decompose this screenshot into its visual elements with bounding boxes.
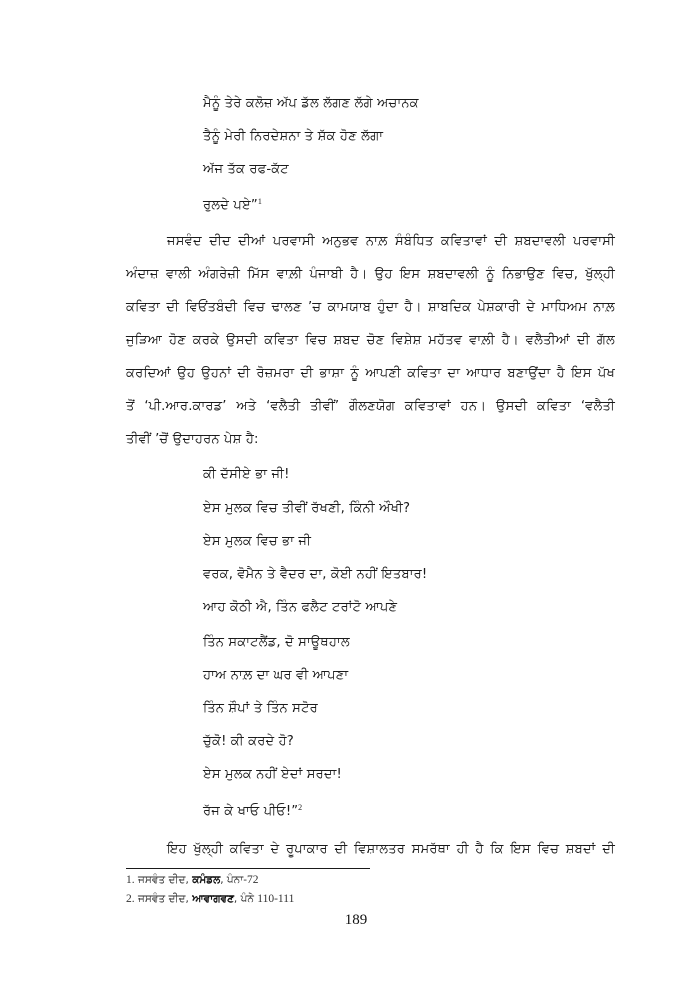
verse-2-line-11-text: ਰੱਜ ਕੇ ਖਾਓ ਪੀਓ!” (203, 804, 299, 819)
footnote-marker-1: 1 (257, 197, 262, 206)
footnote-1-author: ਜਸਵੰਤ ਦੀਦ, (137, 874, 189, 886)
verse-1-line-4 (203, 193, 262, 215)
paragraph-2-line-1: ਇਹ ਖੁੱਲ੍ਹੀ ਕਵਿਤਾ ਦੇ ਰੂਪਾਕਾਰ ਦੀ ਵਿਸ਼ਾਲਤਰ ਸਮਰੱਥਾ ਹੀ ਹੈ ਕਿ ਇਸ ਵਿਚ ਸ਼ਬਦਾਂ ਦੀ (167, 842, 615, 857)
footnote-2-title: ਆਵਾਗਵਣ (192, 893, 234, 905)
verse-2-line-6: ਤਿੰਨ ਸਕਾਟਲੈਂਡ, ਦੋ ਸਾਊਥਹਾਲ (203, 635, 350, 650)
footnote-1-pages: 72 (247, 874, 259, 886)
page-number: 189 (344, 912, 368, 928)
paragraph-1-line-7: ਤੀਵੀਂ ’ਚੋਂ ਉਦਾਹਰਨ ਪੇਸ਼ ਹੈ: (126, 432, 259, 447)
paragraph-1-line-2: ਅੰਦਾਜ਼ ਵਾਲੀ ਅੰਗਰੇਜ਼ੀ ਮਿੱਸ ਵਾਲ਼ੀ ਪੰਜਾਬੀ ਹੈ। ਉਹ ਇਸ ਸ਼ਬਦਾਵਲੀ ਨੂੰ ਨਿਭਾਉਣ ਵਿਚ, ਖੁੱਲ੍ਹੀ (126, 267, 615, 282)
footnote-1-title: ਕਮੰਡਲ (192, 874, 221, 886)
verse-1-line-4-text: ਰੁਲਦੇ ਪਏ” (203, 198, 258, 213)
verse-1-line-3: ਅੱਜ ਤੱਕ ਰਫ-ਕੱਟ (203, 162, 289, 177)
verse-2-line-3: ਏਸ ਮੁਲਕ ਵਿਚ ਭਾ ਜੀ (203, 534, 312, 549)
verse-2-line-7: ਹਾਅ ਨਾਲ਼ ਦਾ ਘਰ ਵੀ ਆਪਣਾ (203, 668, 349, 683)
verse-1-line-2: ਤੈਨੂੰ ਮੇਰੀ ਨਿਰਦੇਸ਼ਨਾ ਤੇ ਸ਼ੱਕ ਹੋਣ ਲੱਗਾ (203, 129, 384, 144)
footnote-1-page-label: , ਪੰਨਾ- (220, 874, 248, 886)
paragraph-1-line-1: ਜਸਵੰਦ ਦੀਦ ਦੀਆਂ ਪਰਵਾਸੀ ਅਨੁਭਵ ਨਾਲ਼ ਸੰਬੰਧਿਤ ਕਵਿਤਾਵਾਂ ਦੀ ਸ਼ਬਦਾਵਲੀ ਪਰਵਾਸੀ (167, 234, 615, 249)
paragraph-1-line-5: ਕਰਦਿਆਂ ਉਹ ਉਹਨਾਂ ਦੀ ਰੋਜ਼ਮਰਾ ਦੀ ਭਾਸ਼ਾ ਨੂੰ ਆਪਣੀ ਕਵਿਤਾ ਦਾ ਆਧਾਰ ਬਣਾਉਂਦਾ ਹੈ ਇਸ ਪੱਖ (126, 366, 615, 381)
paragraph-1-line-6: ਤੋਂ ‘ਪੀ.ਆਰ.ਕਾਰਡ’ ਅਤੇ ‘ਵਲੈਤੀ ਤੀਵੀਂ’ ਗੌਲਣਯੋਗ ਕਵਿਤਾਵਾਂ ਹਨ। ਉਸਦੀ ਕਵਿਤਾ ‘ਵਲੈਤੀ (126, 399, 615, 414)
verse-2-line-11 (203, 799, 302, 821)
verse-2-line-8: ਤਿੰਨ ਸ਼ੌਪਾਂ ਤੇ ਤਿੰਨ ਸਟੋਰ (203, 701, 318, 716)
footnote-separator (126, 868, 370, 869)
verse-2-line-1: ਕੀ ਦੱਸੀਏ ਭਾ ਜੀ! (203, 467, 290, 482)
footnote-2-number: 2. (126, 893, 135, 905)
paragraph-1-line-3: ਕਵਿਤਾ ਦੀ ਵਿਓਂਤਬੰਦੀ ਵਿਚ ਢਾਲਣ ’ਚ ਕਾਮਯਾਬ ਹੁੰਦਾ ਹੈ। ਸ਼ਾਬਦਿਕ ਪੇਸ਼ਕਾਰੀ ਦੇ ਮਾਧਿਅਮ ਨਾਲ਼ (126, 300, 615, 315)
footnote-2-page-label: , ਪੰਨੇ (233, 893, 258, 905)
verse-2-line-5: ਆਹ ਕੋਠੀ ਐ, ਤਿੰਨ ਫਲੈਟ ਟਰਾਂਟੋ ਆਪਣੇ (203, 600, 398, 615)
footnote-2 (126, 892, 294, 906)
paragraph-1-line-4: ਜੁੜਿਆ ਹੋਣ ਕਰਕੇ ਉਸਦੀ ਕਵਿਤਾ ਵਿਚ ਸ਼ਬਦ ਚੋਣ ਵਿਸ਼ੇਸ਼ ਮਹੱਤਵ ਵਾਲ਼ੀ ਹੈ। ਵਲੈਤੀਆਂ ਦੀ ਗੱਲ (126, 333, 615, 348)
verse-2-line-9: ਚੁੱਕੋ! ਕੀ ਕਰਦੇ ਹੋ? (203, 734, 294, 749)
footnote-2-author: ਜਸਵੰਤ ਦੀਦ, (137, 893, 189, 905)
verse-2-line-2: ਏਸ ਮੁਲਕ ਵਿਚ ਤੀਵੀਂ ਰੱਖਣੀ, ਕਿੰਨੀ ਔਖੀ? (203, 501, 411, 516)
footnote-marker-2: 2 (298, 803, 303, 812)
footnote-2-pages: 110-111 (257, 893, 295, 905)
footnote-1-number: 1. (126, 874, 135, 886)
verse-1-line-1: ਮੈਨੂੰ ਤੇਰੇ ਕਲੋਜ਼ ਅੱਪ ਡੱਲ ਲੱਗਣ ਲੱਗੇ ਅਚਾਨਕ (203, 96, 419, 111)
verse-2-line-4: ਵਰਕ, ਵੋਮੈਨ ਤੇ ਵੈਦਰ ਦਾ, ਕੋਈ ਨਹੀਂ ਇਤਬਾਰ! (203, 567, 428, 582)
footnote-1 (126, 873, 259, 887)
verse-2-line-10: ਏਸ ਮੁਲਕ ਨਹੀਂ ਏਦਾਂ ਸਰਦਾ! (203, 767, 342, 782)
